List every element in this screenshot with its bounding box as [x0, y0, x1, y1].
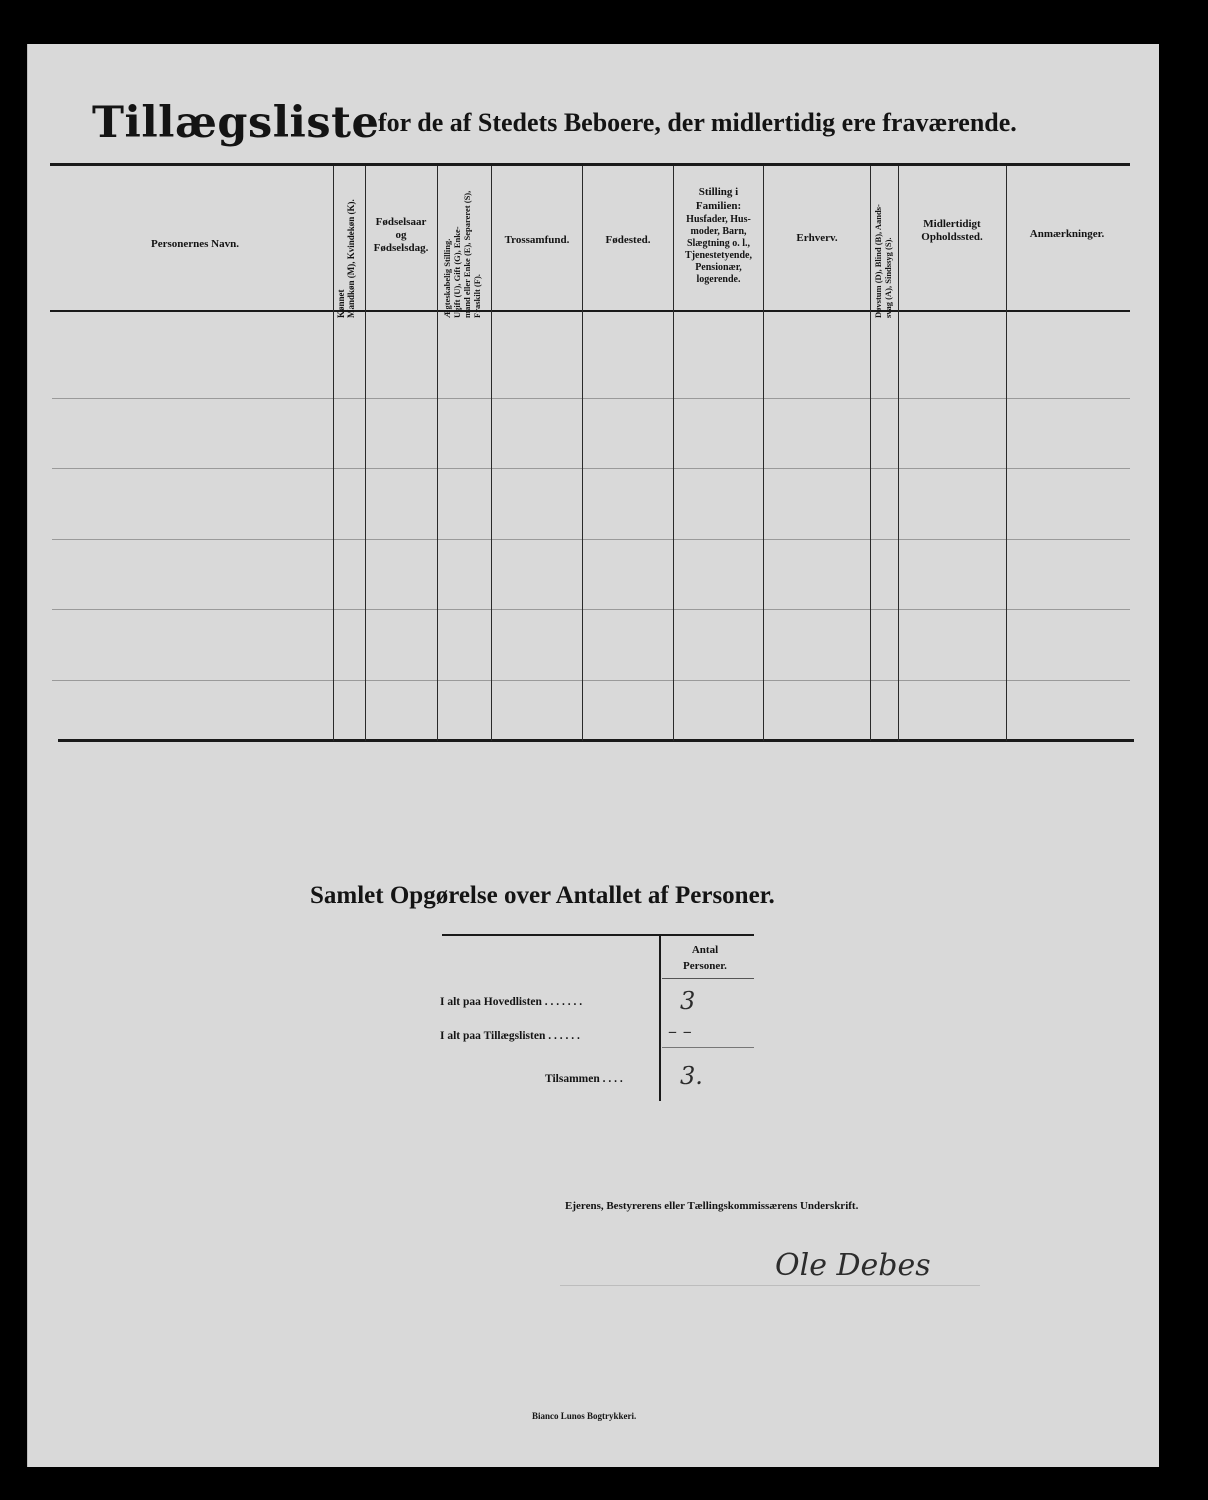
column-header-marital-line: Fraskilt (F).: [472, 274, 482, 318]
signature-caption: Ejerens, Bestyrerens eller Tællingskommissærens Underskrift.: [565, 1200, 859, 1212]
column-header-family-line: Slægtning o. l.,: [686, 238, 751, 249]
column-header-remarks: Anmærkninger.: [1029, 228, 1105, 240]
column-header-marital-line: mand eller Enke (E), Separeret (S),: [462, 190, 472, 318]
column-header-family-line: Husfader, Hus-: [686, 214, 751, 225]
summary-divider: [659, 936, 661, 1101]
table-top-rule: [50, 163, 1130, 166]
table-row-line: [52, 680, 1130, 681]
summary-header-rule: [662, 978, 754, 979]
column-header-birthplace: Fødested.: [605, 234, 651, 246]
column-divider: [582, 166, 583, 741]
summary-row-value: 3.: [680, 1062, 703, 1090]
column-header-sex-line: Mandkøn (M), Kvindekøn (K).: [346, 199, 356, 318]
summary-top-rule: [442, 934, 754, 936]
column-header-family-line: Pensionær,: [695, 262, 742, 273]
column-header-marital: [442, 191, 482, 318]
summary-title: Samlet Opgørelse over Antallet af Personer.: [310, 882, 775, 909]
column-header-family-position: [674, 185, 763, 286]
column-divider: [491, 166, 492, 741]
form-title: Tillægsliste: [92, 98, 380, 148]
summary-count-header-line: Antal: [691, 944, 719, 956]
summary-subtotal-rule: [662, 1047, 754, 1048]
column-header-name: Personernes Navn.: [151, 238, 239, 250]
form-subtitle: [378, 108, 1017, 138]
signature-line: [560, 1285, 980, 1286]
column-divider: [870, 166, 871, 741]
census-form-sheet: [27, 44, 1159, 1467]
column-header-sex: [336, 199, 356, 318]
summary-row-value: – –: [668, 1021, 692, 1042]
summary-count-header-line: Personer.: [683, 960, 727, 972]
column-header-disability-line: svag (A), Sindssyg (S).: [883, 237, 893, 318]
column-header-birth-line: Fødselsdag.: [373, 242, 429, 254]
column-header-temp-residence-line: Midlertidigt: [923, 218, 981, 230]
summary-row-label: I alt paa Hovedlisten . . . . . . .: [440, 996, 583, 1008]
summary-row-value: 3: [680, 987, 696, 1015]
table-row-line: [52, 468, 1130, 469]
column-header-religion: Trossamfund.: [504, 234, 570, 246]
column-header-family-line: Stilling i: [698, 186, 739, 198]
column-divider: [763, 166, 764, 741]
column-header-occupation: Erhverv.: [796, 232, 838, 244]
column-header-family-line: Tjenestetyende,: [685, 250, 752, 261]
column-header-sex-line: Kønnet: [336, 289, 346, 318]
column-header-disability-line: Døvstum (D), Blind (B), Aands-: [873, 204, 883, 318]
signature: Ole Debes: [775, 1248, 931, 1283]
column-header-disability: [873, 204, 893, 318]
column-header-temp-residence: [899, 218, 1005, 244]
column-header-marital-line: Ægteskabelig Stilling.: [442, 238, 452, 318]
column-divider: [437, 166, 438, 741]
table-row-line: [52, 539, 1130, 540]
column-header-birth-line: Fødselsaar: [375, 216, 427, 228]
column-divider: [898, 166, 899, 741]
column-header-family-line: moder, Barn,: [690, 226, 747, 237]
column-header-temp-residence-line: Opholdssted.: [921, 231, 983, 243]
column-header-birth: [366, 216, 436, 255]
table-row-line: [52, 609, 1130, 610]
column-header-birth-line: og: [395, 229, 407, 241]
column-divider: [1006, 166, 1007, 741]
column-header-marital-line: Ugift (U), Gift (G), Enke-: [452, 226, 462, 318]
table-header-rule: [50, 310, 1130, 312]
summary-row-label: Tilsammen . . . .: [545, 1073, 623, 1085]
summary-count-header: [662, 942, 748, 974]
table-row-line: [52, 398, 1130, 399]
column-header-family-line: Familien:: [695, 200, 742, 212]
table-bottom-rule: [58, 739, 1134, 742]
form-subtitle-emphasis: fraværende.: [882, 108, 1017, 137]
summary-row-label: I alt paa Tillægslisten . . . . . .: [440, 1030, 580, 1042]
column-header-family-line: logerende.: [696, 274, 741, 285]
printer-imprint: Bianco Lunos Bogtrykkeri.: [532, 1411, 637, 1421]
column-divider: [333, 166, 334, 741]
form-subtitle-text: for de af Stedets Beboere, der midlertidig ere: [378, 108, 876, 137]
